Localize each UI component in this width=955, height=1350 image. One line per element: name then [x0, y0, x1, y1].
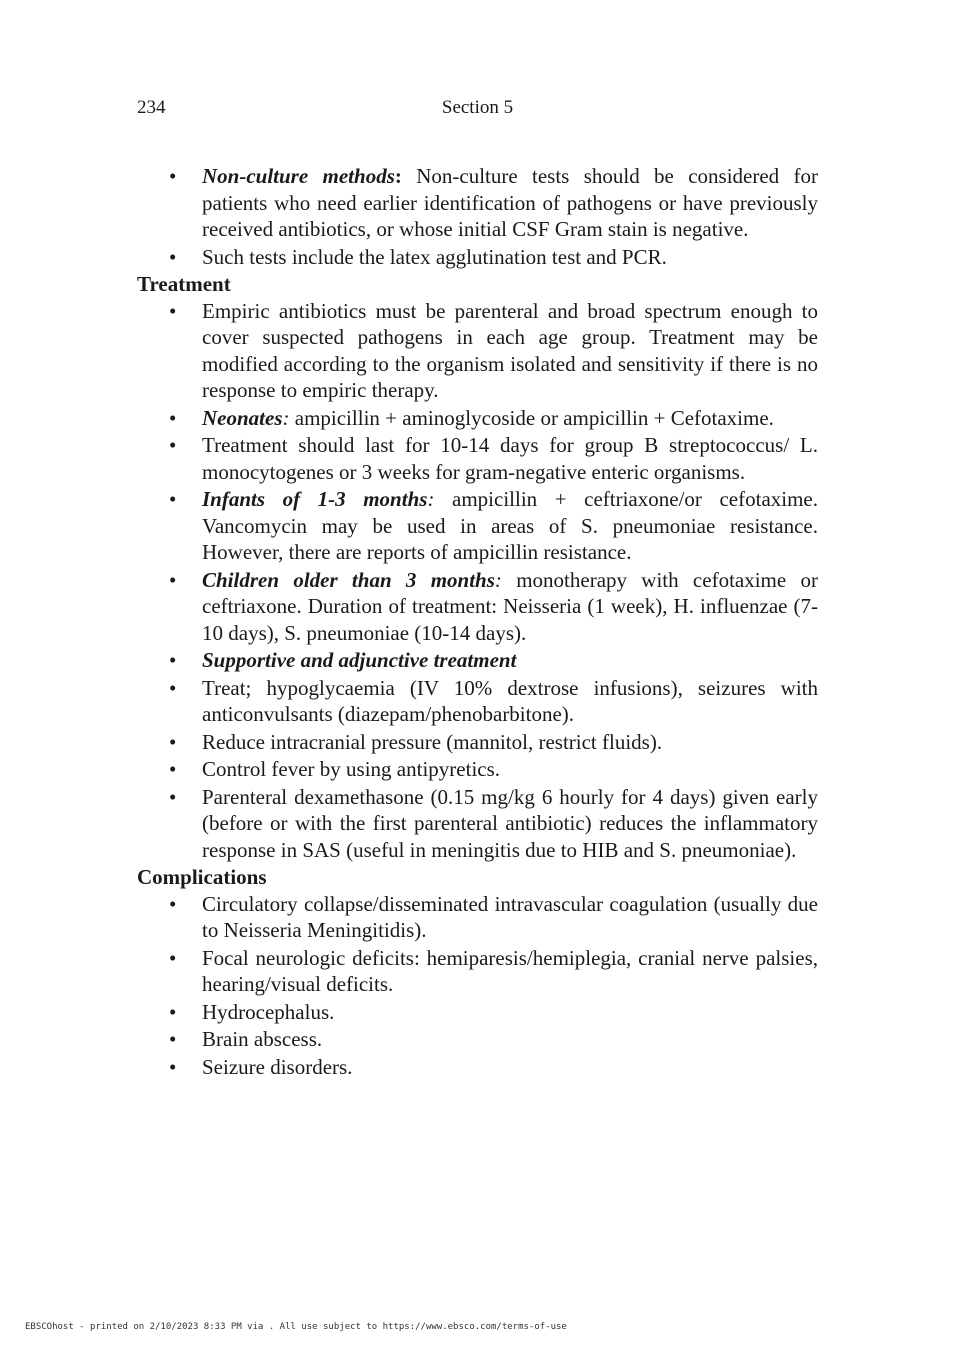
list-item-separator: :: [427, 487, 435, 511]
list-item: [137, 891, 818, 944]
list-item-lead: Children older than 3 months: [202, 567, 495, 592]
list-item: [137, 945, 818, 998]
section-title: Section 5: [441, 97, 514, 118]
list-item: [137, 999, 818, 1026]
list-item: [137, 163, 818, 243]
list-item-separator: :: [394, 164, 402, 188]
list-item-separator: :: [494, 567, 502, 592]
list-item-text: Non-culture tests should be considered for patients who need earlier identification of pathogens or have previously received antibiotics, or whose initial CSF Gram stain is negative.: [202, 164, 818, 241]
list-item-text: Control fever by using antipyretics.: [202, 757, 501, 781]
list-item: [137, 432, 818, 485]
list-item: [137, 486, 818, 566]
list-item: [137, 298, 818, 404]
list-item-lead: Non-culture methods: [202, 164, 395, 188]
list-item-text: Treat; hypoglycaemia (IV 10% dextrose infusions), seizures with anticonvulsants (diazepam/phenobarbitone).: [202, 675, 818, 726]
list-item-lead: Neonates: [202, 405, 283, 430]
list-item-text: Seizure disorders.: [202, 1054, 353, 1079]
list-item-text: Brain abscess.: [202, 1027, 323, 1051]
intro-bullet-list: [137, 163, 818, 270]
page-content: [137, 163, 818, 1081]
treatment-bullet-list: [137, 298, 818, 864]
list-item-text: Parenteral dexamethasone (0.15 mg/kg 6 hourly for 4 days) given early (before or with the first parenteral antibiotic) reduces the inflammatory response in SAS (useful in meningitis due to HIB and S. pneumoniae).: [202, 784, 818, 862]
list-item: [137, 244, 818, 271]
list-item-text: monotherapy with cefotaxime or ceftriaxone. Duration of treatment: Neisseria (1 week), H. influenzae (7-10 days), S. pneumoniae (10-14 days).: [202, 567, 818, 645]
list-item: [137, 405, 818, 432]
list-item-text: ampicillin + ceftriaxone/or cefotaxime. Vancomycin may be used in areas of S. pneumoniae resistance. However, there are reports of ampicillin resistance.: [202, 487, 819, 564]
list-item: [137, 784, 818, 864]
page-header: [137, 97, 818, 121]
complications-heading: Complications: [137, 865, 267, 889]
list-item-text: Hydrocephalus.: [202, 999, 335, 1024]
footer-notice: EBSCOhost - printed on 2/10/2023 8:33 PM via . All use subject to https://www.ebsco.com/terms-of-use: [25, 1322, 567, 1332]
list-item: [137, 675, 818, 728]
list-item: [137, 567, 818, 647]
list-item: [137, 1026, 818, 1053]
list-item-lead: Supportive and adjunctive treatment: [202, 648, 517, 672]
list-item: [137, 729, 818, 756]
page-number: 234: [137, 97, 166, 118]
list-item: [137, 756, 818, 783]
list-item: [137, 1054, 818, 1081]
list-item-text: Such tests include the latex agglutination test and PCR.: [202, 244, 667, 269]
list-item-separator: :: [282, 405, 290, 430]
list-item-text: Circulatory collapse/disseminated intravascular coagulation (usually due to Neisseria Meningitidis).: [202, 891, 818, 942]
complications-bullet-list: [137, 891, 818, 1081]
list-item-text: ampicillin + aminoglycoside or ampicillin + Cefotaxime.: [289, 405, 774, 430]
list-item: [137, 647, 818, 674]
list-item-text: Reduce intracranial pressure (mannitol, restrict fluids).: [202, 729, 663, 754]
list-item-text: Empiric antibiotics must be parenteral and broad spectrum enough to cover suspected pathogens in each age group. Treatment may be modified according to the organism isolated and sensitivity if there is no response to empiric therapy.: [202, 298, 818, 402]
list-item-text: Focal neurologic deficits: hemiparesis/hemiplegia, cranial nerve palsies, hearing/visual deficits.: [202, 945, 818, 996]
treatment-heading: Treatment: [137, 272, 231, 296]
list-item-text: Treatment should last for 10-14 days for group B streptococcus/ L. monocytogenes or 3 weeks for gram-negative enteric organisms.: [202, 433, 818, 484]
list-item-lead: Infants of 1-3 months: [202, 487, 428, 511]
